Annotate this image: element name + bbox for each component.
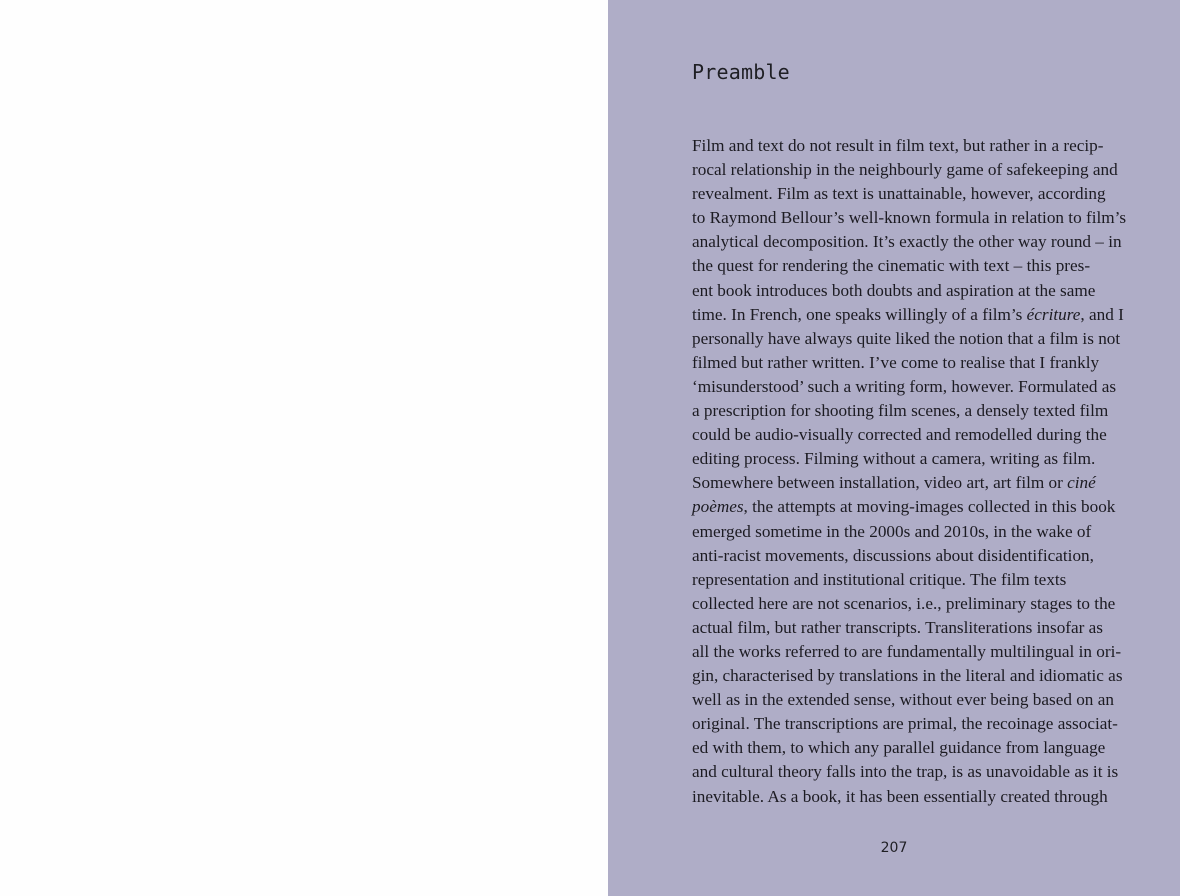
text-line: filmed but rather written. I’ve come to realise that I frankly <box>692 352 1100 372</box>
text-line: actual film, but rather transcripts. Transliterations insofar as <box>692 617 1103 637</box>
text-line: could be audio-visually corrected and remodelled during the <box>692 425 1107 445</box>
text-line: time. In French, one speaks willingly of a film’s écriture, and I <box>692 304 1124 324</box>
text-line: ent book introduces both doubts and aspiration at the same <box>692 280 1096 300</box>
text-line: revealment. Film as text is unattainable, however, according <box>692 184 1106 204</box>
page-number-label: 207 <box>880 840 908 856</box>
text-line: to Raymond Bellour’s well-known formula in relation to film’s <box>692 208 1127 228</box>
text-line: collected here are not scenarios, i.e., preliminary stages to the <box>692 593 1116 613</box>
text-line: original. The transcriptions are primal, the recoinage associat- <box>692 714 1118 734</box>
text-line: Somewhere between installation, video art, art film or ciné <box>692 473 1096 493</box>
text-line: the quest for rendering the cinematic with text – this pres- <box>692 256 1091 276</box>
text-line: anti-racist movements, discussions about disidentification, <box>692 545 1094 565</box>
text-line: emerged sometime in the 2000s and 2010s, in the wake of <box>692 521 1092 541</box>
text-line: poèmes, the attempts at moving-images collected in this book <box>692 497 1116 517</box>
right-page <box>608 0 1180 896</box>
text-line: inevitable. As a book, it has been essentially created through <box>692 786 1108 806</box>
text-line: all the works referred to are fundamentally multilingual in ori- <box>692 641 1122 661</box>
text-line: analytical decomposition. It’s exactly the other way round – in <box>692 232 1122 252</box>
text-line: rocal relationship in the neighbourly game of safekeeping and <box>692 160 1118 180</box>
page-heading: Preamble <box>692 60 790 84</box>
text-line: gin, characterised by translations in the literal and idiomatic as <box>692 666 1123 686</box>
page-number <box>608 840 1180 856</box>
text-line: well as in the extended sense, without ever being based on an <box>692 690 1114 710</box>
text-line: ed with them, to which any parallel guidance from language <box>692 738 1106 758</box>
text-line: ‘misunderstood’ such a writing form, however. Formulated as <box>692 376 1117 396</box>
text-line: representation and institutional critique. The film texts <box>692 569 1067 589</box>
text-line: and cultural theory falls into the trap, is as unavoidable as it is <box>692 762 1119 782</box>
body-text <box>692 134 1127 809</box>
text-line: Film and text do not result in film text, but rather in a recip- <box>692 136 1104 155</box>
text-line: editing process. Filming without a camera, writing as film. <box>692 449 1096 469</box>
text-line: a prescription for shooting film scenes, a densely texted film <box>692 401 1109 421</box>
text-line: personally have always quite liked the notion that a film is not <box>692 328 1121 348</box>
